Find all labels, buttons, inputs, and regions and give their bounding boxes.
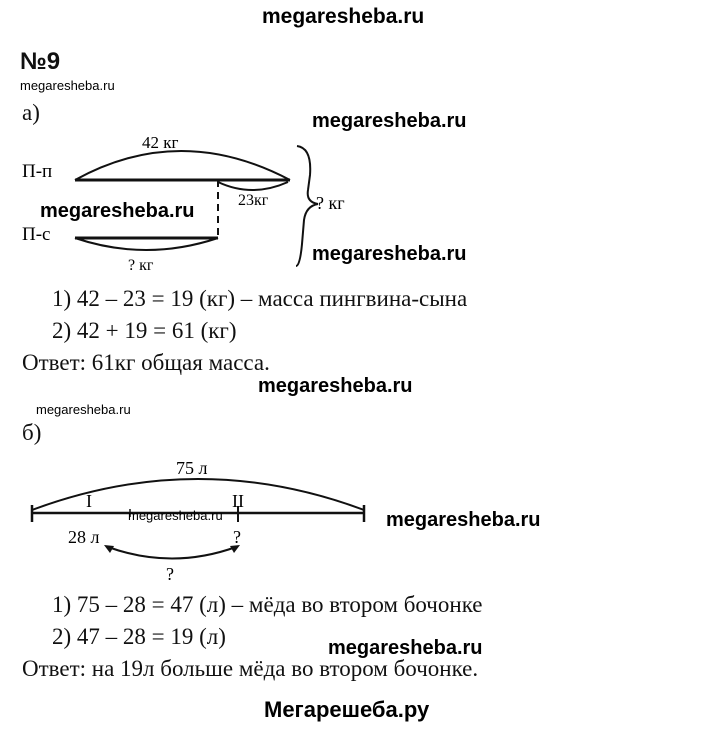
watermark-big: megaresheba.ru bbox=[258, 375, 413, 397]
diagram-b bbox=[0, 450, 720, 590]
label-diff: 23кг bbox=[238, 192, 269, 209]
arc-son bbox=[75, 238, 218, 250]
watermark-small: megaresheba.ru bbox=[36, 402, 131, 417]
label-compare: ? bbox=[166, 564, 174, 584]
watermark-big: megaresheba.ru bbox=[312, 243, 467, 265]
watermark-big: megaresheba.ru bbox=[312, 110, 467, 132]
label-son-unknown: ? кг bbox=[128, 257, 154, 274]
site-header: megaresheba.ru bbox=[262, 5, 425, 28]
site-footer: Мегарешеба.ру bbox=[264, 697, 430, 722]
task-number: №9 bbox=[20, 48, 61, 75]
step-b-1: 1) 75 – 28 = 47 (л) – мёда во втором бочонке bbox=[52, 592, 483, 617]
watermark-small: megaresheba.ru bbox=[128, 508, 223, 523]
label-seg1: I bbox=[86, 491, 92, 511]
part-a-label: а) bbox=[22, 100, 40, 125]
label-brace-unknown: ? кг bbox=[316, 193, 345, 213]
step-b-2: 2) 47 – 28 = 19 (л) bbox=[52, 624, 226, 649]
watermark-big: megaresheba.ru bbox=[386, 509, 541, 531]
step-a-2: 2) 42 + 19 = 61 (кг) bbox=[52, 318, 237, 343]
label-seg2: II bbox=[232, 491, 244, 511]
label-seg2-value: ? bbox=[233, 527, 241, 547]
arc-total-b bbox=[32, 479, 364, 510]
answer-a: Ответ: 61кг общая масса. bbox=[22, 350, 270, 375]
label-row1: П-п bbox=[22, 161, 53, 182]
step-a-1: 1) 42 – 23 = 19 (кг) – масса пингвина-сына bbox=[52, 286, 468, 311]
watermark-small: megaresheba.ru bbox=[20, 78, 115, 93]
arc-compare bbox=[108, 547, 236, 559]
label-row2: П-с bbox=[22, 224, 51, 245]
watermark-big: megaresheba.ru bbox=[328, 637, 483, 659]
answer-b: Ответ: на 19л больше мёда во втором бочонке. bbox=[22, 656, 479, 681]
label-total-a: 42 кг bbox=[142, 133, 179, 152]
watermark-big: megaresheba.ru bbox=[40, 200, 195, 222]
arc-total-a bbox=[75, 151, 290, 180]
part-b-label: б) bbox=[22, 420, 42, 445]
label-total-b: 75 л bbox=[176, 458, 208, 478]
label-seg1-value: 28 л bbox=[68, 527, 100, 547]
arc-diff bbox=[218, 182, 288, 190]
